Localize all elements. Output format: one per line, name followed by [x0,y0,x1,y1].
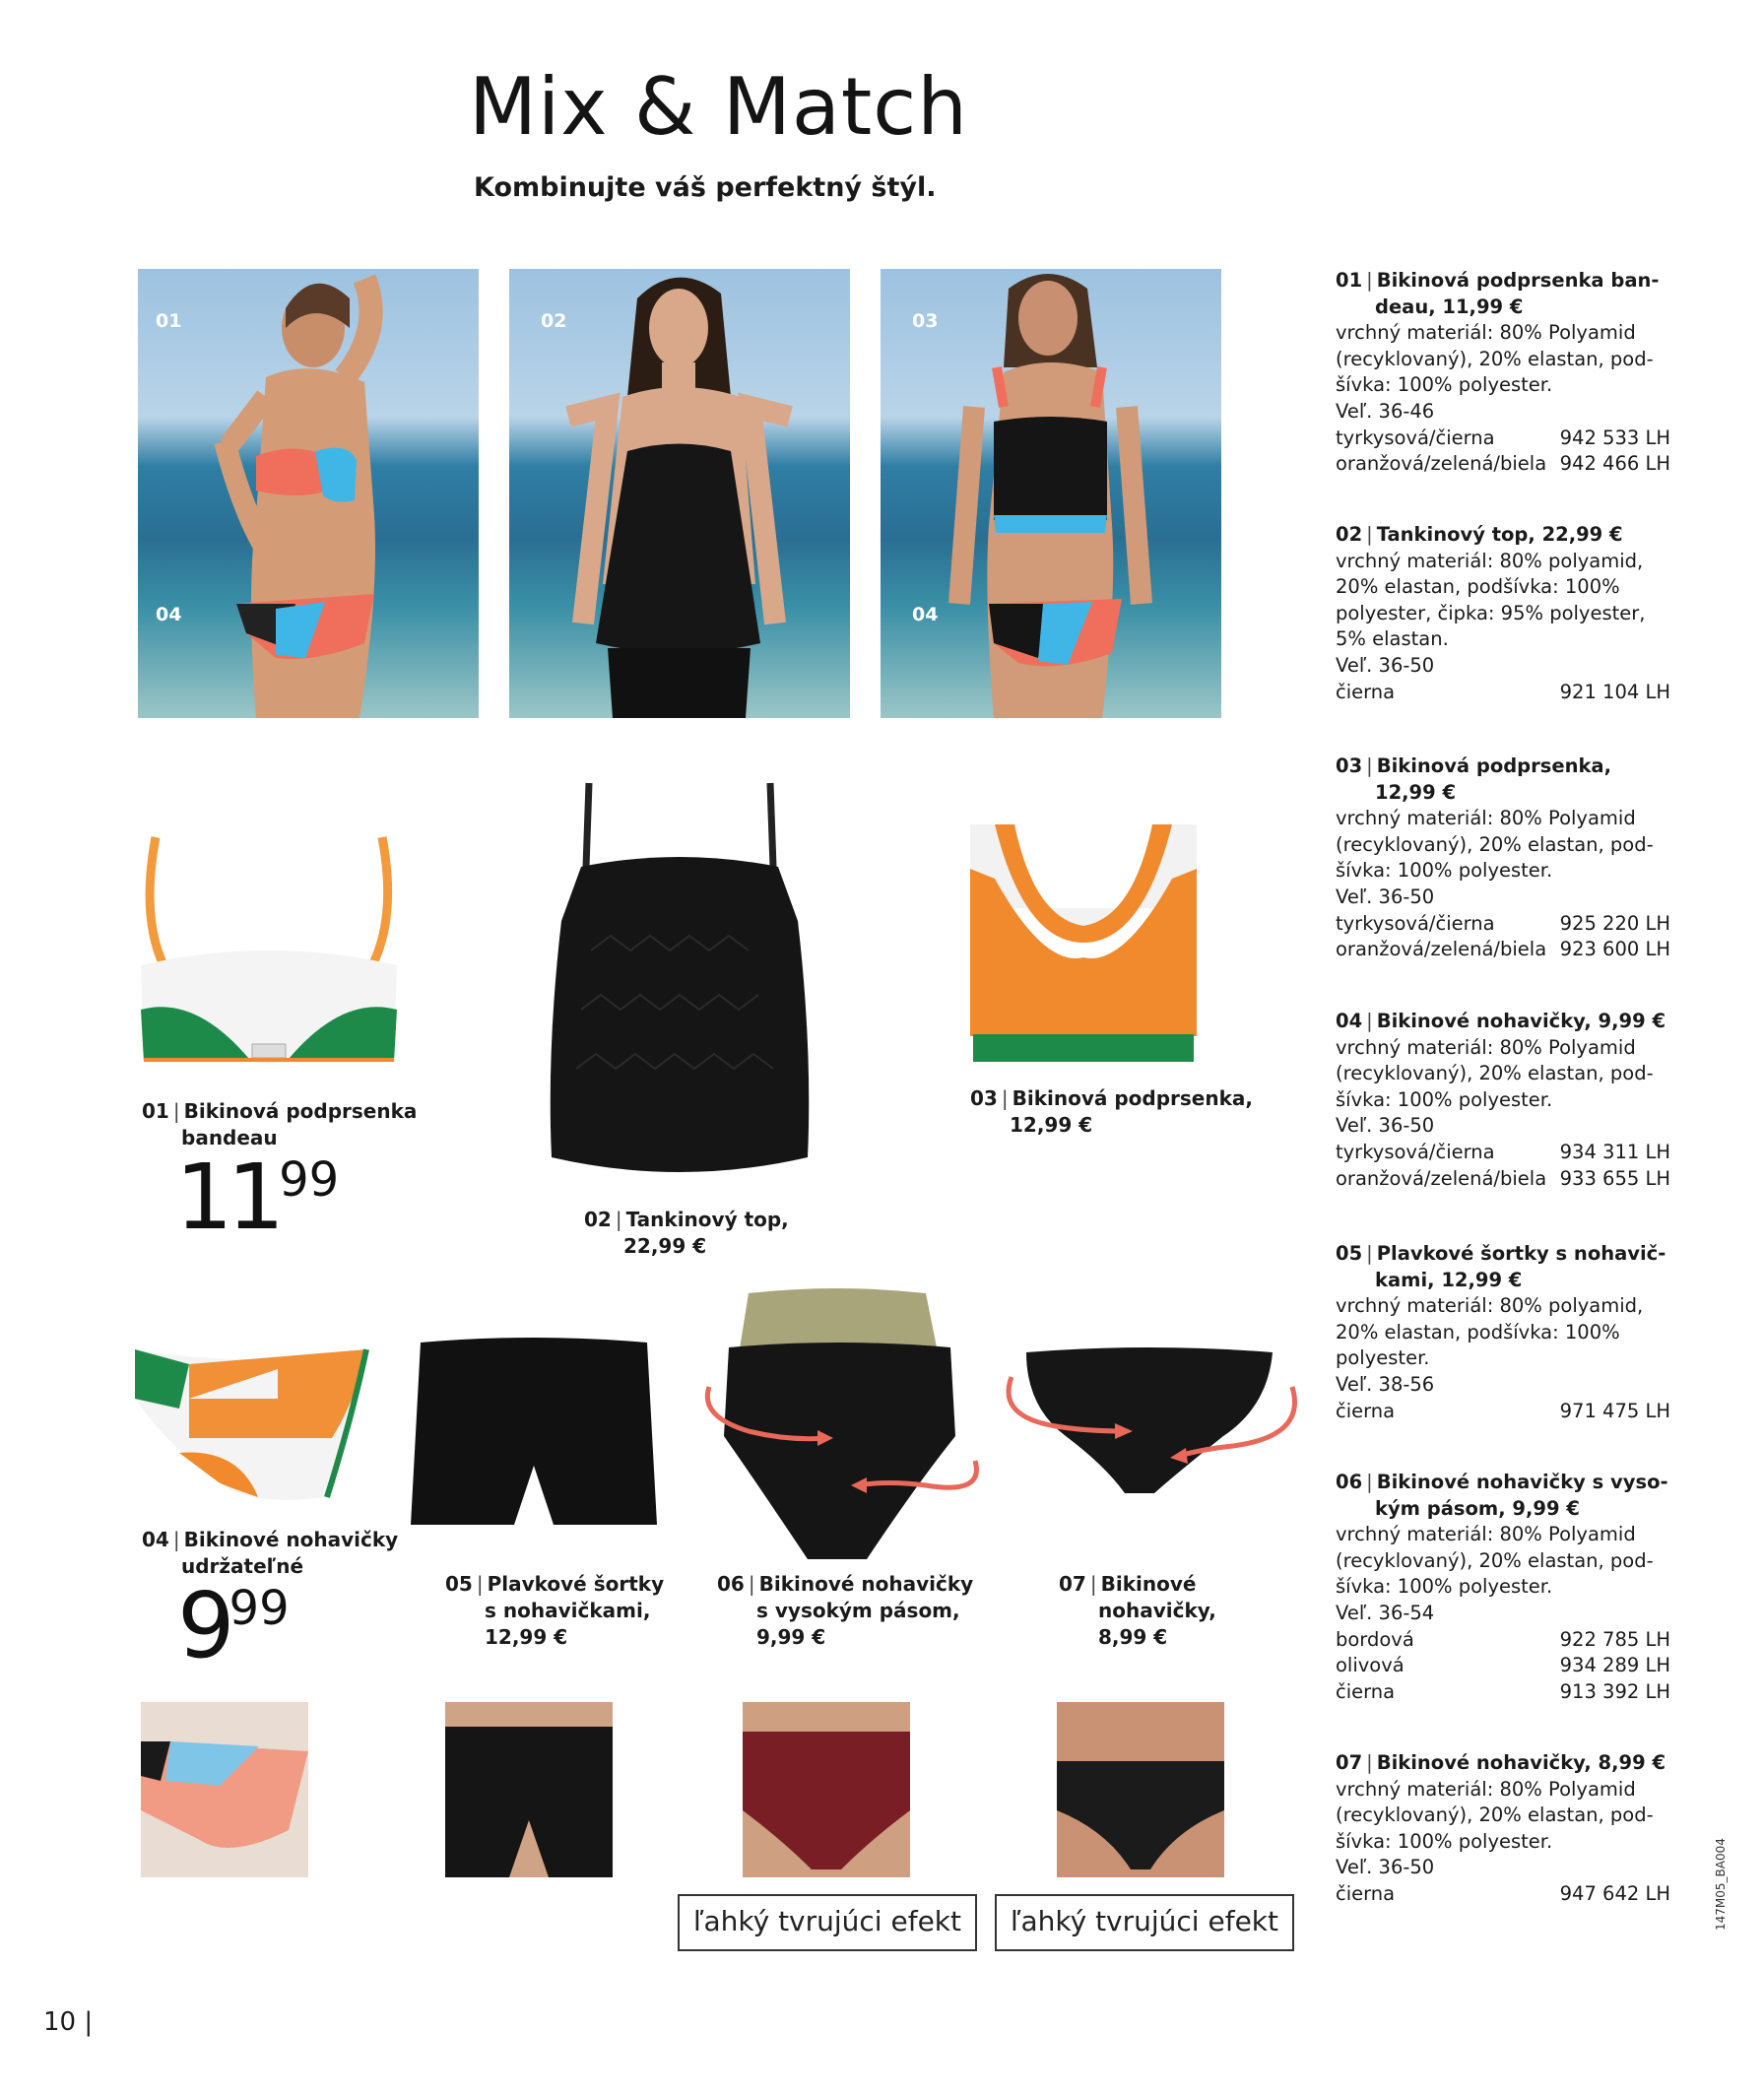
spec-article-code: 925 220 LH [1559,911,1670,935]
spec-color-name: tyrkysová/čierna [1336,1140,1495,1163]
spec-text-line: šívka: 100% polyester. [1336,1087,1553,1111]
spec-block-02 [1336,522,1670,705]
spec-color-row [1336,451,1670,478]
spec-separator: | [1366,523,1373,546]
caption-line2-06: s vysokým pásom, [756,1599,960,1622]
spec-text-line: vrchný materiál: 80% Polyamid [1336,807,1636,830]
photo-tag-01: 01 [156,310,182,332]
spec-text-line: Veľ. 36-50 [1336,1856,1435,1879]
spec-text-line: šívka: 100% polyester. [1336,1829,1553,1853]
spec-text-line: (recyklovaný), 20% elastan, pod- [1336,1803,1654,1827]
spec-color-row [1336,1166,1670,1193]
spec-color-name: tyrkysová/čierna [1336,911,1495,935]
page-number: 10 | [43,2007,94,2037]
spec-heading-line1: Plavkové šortky s nohavič- [1376,1242,1666,1265]
catalog-code: 147M05_BA004 [1714,1838,1728,1931]
spec-color-name: bordová [1336,1627,1414,1651]
spec-num: 04 [1336,1010,1363,1032]
thumb-swim-shorts [445,1702,613,1877]
spec-color-name: čierna [1336,1881,1396,1905]
thumb-high-waist [743,1702,910,1877]
spec-text-line: šívka: 100% polyester. [1336,1575,1553,1599]
spec-num: 07 [1336,1751,1363,1774]
thumb-figure-1 [141,1702,308,1877]
caption-line2-04: udržateľné [181,1554,304,1578]
spec-heading-line2: kým pásom, 9,99 € [1375,1496,1580,1520]
spec-text-line: (recyklovaný), 20% elastan, pod- [1336,832,1654,856]
caption-line3-05: 12,99 € [485,1625,568,1649]
caption-product-05: 05 | Plavkové šortky s nohavičkami, 12,99 € [445,1572,665,1649]
caption-line1-01: Bikinová podprsenka [183,1099,418,1123]
spec-text-line: 20% elastan, podšívka: 100% [1336,575,1620,599]
model-figure-2 [509,269,850,718]
spec-text-line: Veľ. 36-50 [1336,885,1435,908]
caption-line2-03: 12,99 € [1010,1113,1093,1137]
caption-num-02: 02 [584,1208,612,1231]
thumb-bikini-bottom [141,1702,308,1877]
spec-heading [1336,1241,1670,1293]
spec-block-03 [1336,754,1670,963]
model-photo-1 [138,269,479,718]
spec-heading [1336,522,1670,549]
caption-num-04: 04 [142,1528,169,1551]
caption-line1-04: Bikinové nohavičky [183,1528,399,1551]
spec-heading [1336,1470,1670,1522]
spec-article-code: 934 311 LH [1559,1140,1670,1163]
spec-color-name: čierna [1336,680,1396,703]
price-int-01: 11 [175,1145,280,1250]
spec-heading-line2: 12,99 € [1375,780,1457,804]
caption-line2-01: bandeau [181,1126,278,1149]
spec-heading-line1: Bikinové nohavičky, 8,99 € [1376,1751,1666,1774]
spec-text-line: vrchný materiál: 80% Polyamid [1336,1777,1636,1801]
caption-num-06: 06 [717,1572,745,1596]
spec-separator: | [1366,1242,1373,1265]
spec-text-line: Veľ. 36-46 [1336,399,1435,423]
spec-text-line: vrchný materiál: 80% Polyamid [1336,1035,1636,1059]
thumb-figure-3 [743,1702,910,1877]
spec-color-row [1336,911,1670,938]
caption-line1-03: Bikinová podprsenka, [1012,1086,1253,1110]
spec-article-code: 942 466 LH [1559,452,1670,476]
page-subtitle: Kombinujte váš perfektný štýl. [474,172,937,203]
caption-product-01: 01 | Bikinová podprsenka bandeau [142,1099,418,1149]
spec-article-code: 923 600 LH [1559,938,1670,961]
spec-heading [1336,268,1670,320]
page-number-value: 10 [43,2007,77,2037]
spec-text-line: 5% elastan. [1336,627,1449,651]
spec-block-05 [1336,1241,1670,1424]
model-photo-2 [509,269,850,718]
spec-color-name: čierna [1336,1679,1396,1703]
spec-color-row [1336,1881,1670,1908]
spec-separator: | [1366,1751,1373,1774]
product-image-tankini-top [542,773,817,1187]
spec-heading [1336,1009,1670,1035]
spec-heading-line2: kami, 12,99 € [1375,1268,1523,1291]
product-image-sport-bra [965,820,1202,1071]
spec-num: 05 [1336,1242,1363,1265]
photo-tag-02: 02 [541,310,567,332]
spec-heading-line2: deau, 11,99 € [1375,295,1524,318]
spec-article-code: 934 289 LH [1559,1654,1670,1677]
spec-article-code: 947 642 LH [1559,1881,1670,1905]
product-image-bandeau-top [136,827,402,1069]
spec-text-line: (recyklovaný), 20% elastan, pod- [1336,1548,1654,1572]
spec-text-line: Veľ. 36-54 [1336,1601,1435,1624]
spec-separator: | [1366,1471,1373,1493]
model-photo-3 [881,269,1221,718]
big-price-01 [175,1145,340,1250]
spec-heading-line1: Bikinová podprsenka ban- [1376,269,1660,292]
badge-shaping-effect-2: ľahký tvrujúci efekt [995,1894,1294,1951]
spec-text-line: vrchný materiál: 80% polyamid, [1336,549,1644,572]
caption-product-06: 06 | Bikinové nohavičky s vysokým pásom, 9,99 € [717,1572,974,1649]
caption-num-07: 07 [1059,1572,1086,1596]
spec-text-line: Veľ. 36-50 [1336,653,1435,677]
photo-tag-03: 03 [912,310,939,332]
spec-text-line: (recyklovaný), 20% elastan, pod- [1336,1062,1654,1085]
caption-num-05: 05 [445,1572,473,1596]
spec-num: 01 [1336,269,1363,292]
caption-num-03: 03 [970,1086,998,1110]
spec-num: 06 [1336,1471,1363,1493]
spec-block-06 [1336,1470,1670,1705]
spec-text-line: 20% elastan, podšívka: 100% [1336,1320,1620,1344]
spec-num: 03 [1336,754,1363,777]
caption-line1-06: Bikinové nohavičky [758,1572,974,1596]
spec-heading-line1: Bikinová podprsenka, [1376,754,1611,777]
product-image-bikini-bottom [130,1340,371,1507]
spec-color-name: oranžová/zelená/biela [1336,938,1547,961]
spec-text-line: (recyklovaný), 20% elastan, pod- [1336,347,1654,370]
spec-color-name: tyrkysová/čierna [1336,426,1495,449]
spec-color-name: olivová [1336,1654,1405,1677]
spec-separator: | [1366,269,1373,292]
spec-article-code: 942 533 LH [1559,426,1670,449]
spec-article-code: 971 475 LH [1559,1399,1670,1422]
model-figure-1 [138,269,479,718]
spec-color-name: oranžová/zelená/biela [1336,1166,1547,1190]
spec-text-line: šívka: 100% polyester. [1336,859,1553,883]
photo-tag-04b: 04 [912,604,939,625]
spec-color-row [1336,937,1670,963]
caption-line2-02: 22,99 € [623,1234,707,1258]
price-dec-04: 99 [229,1581,290,1636]
caption-product-03: 03 | Bikinová podprsenka, 12,99 € [970,1086,1253,1137]
spec-color-row [1336,1679,1670,1706]
thumb-figure-4 [1057,1702,1224,1877]
spec-article-code: 933 655 LH [1559,1166,1670,1190]
product-image-swim-shorts [406,1338,662,1535]
thumb-figure-2 [445,1702,613,1877]
spec-color-row [1336,1399,1670,1425]
spec-color-row [1336,1627,1670,1654]
spec-text-line: vrchný materiál: 80% Polyamid [1336,1523,1636,1546]
caption-line1-02: Tankinový top, [625,1208,789,1231]
spec-text-line: Veľ. 36-50 [1336,1114,1435,1138]
caption-line1-05: Plavkové šortky [487,1572,665,1596]
spec-text-line: šívka: 100% polyester. [1336,373,1553,397]
spec-color-name: čierna [1336,1399,1396,1422]
spec-heading [1336,1750,1670,1777]
caption-line2-05: s nohavičkami, [485,1599,651,1622]
spec-block-01 [1336,268,1670,478]
caption-line2-07: nohavičky, [1098,1599,1216,1622]
photo-tag-04: 04 [156,604,182,625]
spec-heading-line1: Bikinové nohavičky, 9,99 € [1376,1010,1666,1032]
spec-separator: | [1366,754,1373,777]
product-image-black-briefs [997,1347,1302,1495]
spec-block-07 [1336,1750,1670,1908]
caption-line3-06: 9,99 € [756,1625,826,1649]
badge-shaping-effect-1: ľahký tvrujúci efekt [678,1894,977,1951]
spec-color-row [1336,426,1670,452]
caption-product-02: 02 | Tankinový top, 22,99 € [584,1208,789,1258]
spec-heading-line1: Bikinové nohavičky s vyso- [1376,1471,1668,1493]
page-title: Mix & Match [469,61,968,153]
price-dec-01: 99 [279,1152,340,1208]
thumb-black-briefs [1057,1702,1224,1877]
spec-article-code: 913 392 LH [1559,1679,1670,1703]
caption-line1-07: Bikinové [1100,1572,1197,1596]
price-int-04: 9 [177,1573,229,1678]
spec-color-row [1336,680,1670,706]
caption-num-01: 01 [142,1099,169,1123]
spec-block-04 [1336,1009,1670,1192]
spec-heading [1336,754,1670,806]
model-figure-3 [881,269,1221,718]
spec-text-line: polyester. [1336,1346,1430,1370]
spec-text-line: polyester, čipka: 95% polyester, [1336,601,1646,624]
big-price-04 [177,1573,290,1678]
spec-num: 02 [1336,523,1363,546]
caption-product-07: 07 | Bikinové nohavičky, 8,99 € [1059,1572,1216,1649]
spec-text-line: vrchný materiál: 80% Polyamid [1336,321,1636,345]
spec-heading-line1: Tankinový top, 22,99 € [1376,523,1623,546]
caption-line3-07: 8,99 € [1098,1625,1168,1649]
spec-color-row [1336,1140,1670,1166]
spec-article-code: 921 104 LH [1559,680,1670,703]
caption-product-04: 04 | Bikinové nohavičky udržateľné [142,1528,399,1578]
spec-color-name: oranžová/zelená/biela [1336,452,1547,476]
spec-separator: | [1366,1010,1373,1032]
product-image-high-waist-bottom [689,1288,995,1559]
spec-article-code: 922 785 LH [1559,1627,1670,1651]
spec-text-line: Veľ. 38-56 [1336,1372,1435,1396]
spec-color-row [1336,1653,1670,1679]
spec-text-line: vrchný materiál: 80% polyamid, [1336,1294,1644,1318]
